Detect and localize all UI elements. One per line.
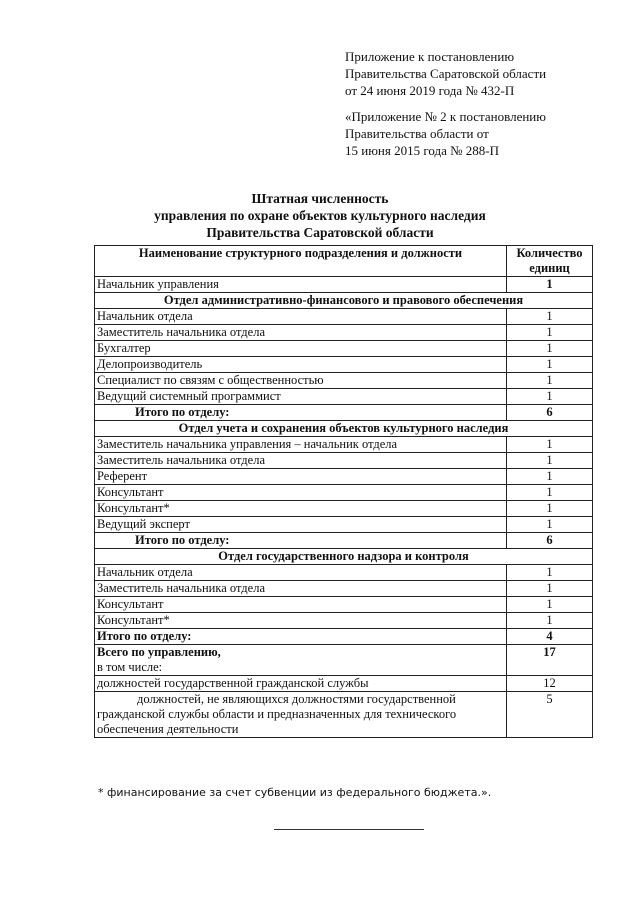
appendix-note-line: «Приложение № 2 к постановлению [345,109,546,124]
position-name: Специалист по связям с общественностью [95,373,507,389]
table-row [95,581,593,597]
appendix-note-line: 15 июня 2015 года № 288-П [345,143,499,158]
staff-table [94,245,593,738]
position-count: 1 [507,325,593,341]
grand-total-value: 17 [507,645,593,676]
position-name: Начальник отдела [95,309,507,325]
section-total-label: Итого по отделу: [95,405,507,421]
section-total-row [95,405,593,421]
column-header-position: Наименование структурного подразделения и должности [95,246,507,277]
table-row [95,341,593,357]
section-total-value: 4 [507,629,593,645]
appendix-reference-note [345,108,625,159]
title-line: Правительства Саратовской области [206,225,434,240]
section-header-row [95,549,593,565]
table-row [95,357,593,373]
position-count: 1 [507,613,593,629]
section-total-row [95,629,593,645]
appendix-note-line: Правительства Саратовской области [345,66,547,81]
position-name: Заместитель начальника отдела [95,325,507,341]
position-name: Начальник отдела [95,565,507,581]
table-row [95,597,593,613]
table-row [95,613,593,629]
position-count: 1 [507,469,593,485]
position-count: 1 [507,373,593,389]
position-count: 12 [507,676,593,692]
section-title: Отдел учета и сохранения объектов культурного наследия [95,421,593,437]
grand-total-row [95,645,593,676]
table-row [95,517,593,533]
position-count: 1 [507,581,593,597]
appendix-note-line: Приложение к постановлению [345,49,515,64]
position-name: Консультант* [95,501,507,517]
section-title: Отдел административно-финансового и правового обеспечения [95,293,593,309]
appendix-note-line: Правительства области от [345,126,489,141]
position-count: 1 [507,389,593,405]
position-name: Заместитель начальника управления – начальник отдела [95,437,507,453]
title-line: Штатная численность [251,191,389,206]
position-name: Консультант [95,485,507,501]
footnote: * финансирование за счет субвенции из федерального бюджета.». [98,786,492,799]
position-count: 1 [507,453,593,469]
document-title [0,190,640,241]
table-row [95,501,593,517]
position-count: 1 [507,437,593,453]
section-total-row [95,533,593,549]
position-name: должностей государственной гражданской службы [95,676,507,692]
table-row [95,565,593,581]
table-row [95,309,593,325]
table-row [95,373,593,389]
position-count: 1 [507,485,593,501]
table-row [95,676,593,692]
position-count: 1 [507,517,593,533]
position-name: Консультант [95,597,507,613]
position-name: Заместитель начальника отдела [95,581,507,597]
position-name: Консультант* [95,613,507,629]
position-count: 1 [507,277,593,293]
appendix-note-line: от 24 июня 2019 года № 432-П [345,83,515,98]
table-row [95,485,593,501]
position-count: 1 [507,341,593,357]
table-row [95,453,593,469]
grand-total-label-cell [95,645,507,676]
table-row [95,469,593,485]
position-name: Заместитель начальника отдела [95,453,507,469]
section-title: Отдел государственного надзора и контроля [95,549,593,565]
grand-total-label: Всего по управлению, [97,645,221,659]
position-name: Референт [95,469,507,485]
column-header-count: Количество единиц [507,246,593,277]
position-count: 1 [507,597,593,613]
section-total-label: Итого по отделу: [95,629,507,645]
position-count: 1 [507,565,593,581]
table-header-row [95,246,593,277]
section-total-label: Итого по отделу: [95,533,507,549]
appendix-note [345,48,625,99]
position-name: Начальник управления [95,277,507,293]
position-name: Ведущий эксперт [95,517,507,533]
section-total-value: 6 [507,405,593,421]
position-count: 5 [507,692,593,738]
table-row [95,692,593,738]
position-name: Делопроизводитель [95,357,507,373]
table-row [95,277,593,293]
section-total-value: 6 [507,533,593,549]
position-count: 1 [507,357,593,373]
table-row [95,389,593,405]
grand-total-sublabel: в том числе: [97,660,163,674]
title-line: управления по охране объектов культурного наследия [154,208,486,223]
closing-divider [274,829,424,830]
position-name: Бухгалтер [95,341,507,357]
section-header-row [95,421,593,437]
position-count: 1 [507,309,593,325]
section-header-row [95,293,593,309]
position-name: должностей, не являющихся должностями государственной гражданской службы области и предназначенных для технического обеспечения деятельности [95,692,507,738]
table-row [95,437,593,453]
position-count: 1 [507,501,593,517]
position-name: Ведущий системный программист [95,389,507,405]
table-row [95,325,593,341]
